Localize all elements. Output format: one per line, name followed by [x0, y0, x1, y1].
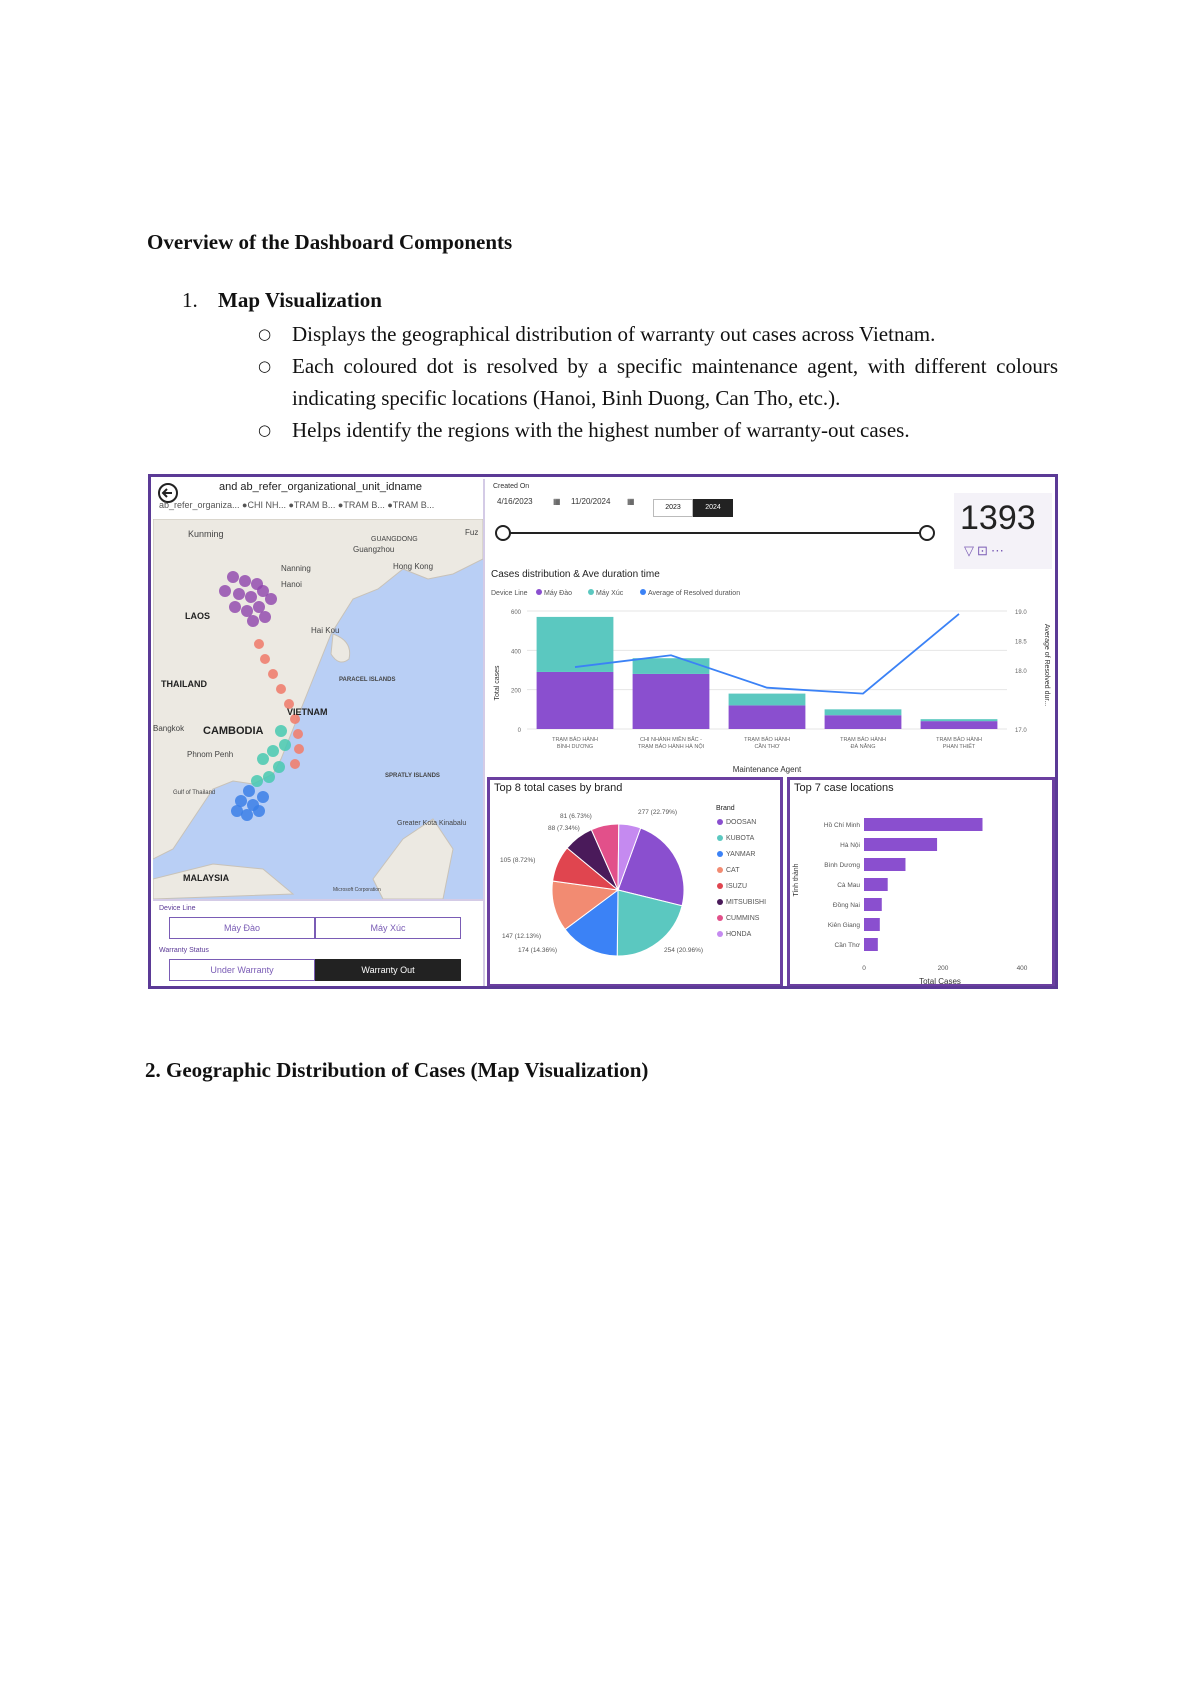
- x-tick-label: 200: [937, 965, 949, 972]
- bullet-text: Each coloured dot is resolved by a specific maintenance agent, with different colours indicating specific locations (Hanoi, Binh Duong, Can Tho, etc.).: [292, 354, 1058, 410]
- legend-marker: [588, 589, 594, 595]
- slicers-panel: [153, 901, 485, 987]
- pie-legend-item: ISUZU: [726, 883, 747, 890]
- combo-legend-item: Average of Resolved duration: [648, 590, 741, 597]
- location-label: Cần Thơ: [834, 942, 860, 949]
- pie-legend-item: HONDA: [726, 931, 752, 938]
- y2-tick-label: 18.0: [1015, 669, 1027, 675]
- pie-legend-item: CAT: [726, 867, 740, 874]
- circle-outline-icon: ○: [258, 421, 272, 439]
- y2-tick-label: 19.0: [1015, 610, 1027, 616]
- location-bar: [864, 838, 937, 851]
- list-number: 1.: [182, 288, 198, 312]
- bar-title: Top 7 case locations: [794, 782, 894, 794]
- map-label: PARACEL ISLANDS: [339, 677, 396, 683]
- visual-header-icons[interactable]: ▽⊡⋯: [964, 543, 1007, 558]
- map-title: and ab_refer_organizational_unit_idname: [219, 481, 423, 493]
- pie-title: Top 8 total cases by brand: [494, 782, 623, 794]
- combo-title: Cases distribution & Ave duration time: [491, 569, 660, 580]
- bullet-item: [258, 350, 1058, 414]
- bar-may-dao: [537, 672, 614, 729]
- pie-legend-item: MITSUBISHI: [726, 899, 767, 906]
- legend-marker: [536, 589, 542, 595]
- avg-duration-line: [575, 614, 959, 694]
- warranty-option-out[interactable]: Warranty Out: [315, 959, 461, 981]
- location-bar: [864, 938, 878, 951]
- combo-chart: [487, 565, 1055, 775]
- year-2023-button[interactable]: 2023: [653, 499, 693, 517]
- pie-data-label: 81 (6.73%): [560, 813, 592, 820]
- combo-legend-item: Máy Đào: [544, 590, 573, 597]
- y2-tick-label: 18.5: [1015, 639, 1027, 646]
- section-heading: Overview of the Dashboard Components: [147, 230, 513, 254]
- map-svg: [153, 519, 483, 899]
- year-2024-button[interactable]: 2024: [693, 499, 733, 517]
- map-label: VIETNAM: [287, 707, 328, 717]
- bullet-text: Helps identify the regions with the highest number of warranty-out cases.: [292, 418, 910, 442]
- map-label: MALAYSIA: [183, 873, 230, 883]
- device-line-caption: Device Line: [159, 905, 196, 912]
- combo-x-label: Maintenance Agent: [732, 765, 802, 774]
- slider-handle[interactable]: [496, 526, 510, 540]
- location-label: Cà Mau: [837, 882, 860, 889]
- dashboard-figure: [148, 474, 1058, 989]
- slider-handle[interactable]: [920, 526, 934, 540]
- date-range-slider[interactable]: [495, 523, 935, 543]
- circle-outline-icon: ○: [258, 357, 272, 375]
- map-label: Nanning: [281, 564, 311, 573]
- x-tick-label: 0: [862, 965, 866, 972]
- list-item-1: [182, 288, 382, 313]
- legend-marker: [717, 931, 723, 937]
- pie-data-label: 147 (12.13%): [502, 933, 542, 940]
- x-tick-label: ĐÀ NẴNG: [850, 744, 876, 750]
- location-label: Hồ Chí Minh: [823, 822, 860, 829]
- combo-legend-caption: Device Line: [491, 590, 528, 597]
- map-canvas[interactable]: [153, 519, 483, 899]
- date-filter-caption: Created On: [493, 483, 530, 490]
- bar-may-dao: [729, 705, 806, 729]
- map-label: LAOS: [185, 611, 211, 621]
- x-tick-label: CHI NHÁNH MIỀN BẮC -: [639, 737, 703, 743]
- y-tick-label: 0: [517, 728, 521, 734]
- warranty-caption: Warranty Status: [159, 947, 209, 954]
- end-date[interactable]: 11/20/2024: [571, 497, 611, 506]
- pie-data-label: 174 (14.36%): [518, 947, 558, 954]
- combo-y2-label: Average of Resolved dur...: [1043, 623, 1050, 707]
- legend-marker: [717, 915, 723, 921]
- x-tick-label: TRẠM BẢO HÀNH HÀ NỘI: [637, 744, 705, 750]
- x-tick-label: TRẠM BẢO HÀNH: [552, 737, 598, 743]
- x-tick-label: 400: [1016, 965, 1028, 972]
- bar-may-xuc: [921, 719, 998, 721]
- bar-may-dao: [921, 721, 998, 729]
- location-label: Hà Nội: [840, 842, 860, 849]
- x-tick-label: TRẠM BẢO HÀNH: [744, 737, 790, 743]
- filter-and-combo-area: [487, 479, 1055, 775]
- x-tick-label: PHAN THIẾT: [942, 744, 976, 750]
- kpi-value: 1393: [960, 499, 1036, 537]
- map-label: Gulf of Thailand: [173, 790, 216, 796]
- bar-may-dao: [633, 674, 710, 729]
- map-label: CAMBODIA: [203, 725, 264, 737]
- bar-may-dao: [825, 715, 902, 729]
- map-label: Bangkok: [153, 724, 185, 733]
- device-option-may-dao[interactable]: Máy Đào: [169, 917, 315, 939]
- circle-outline-icon: ○: [258, 325, 272, 343]
- location-bar: [864, 878, 888, 891]
- start-date[interactable]: 4/16/2023: [497, 497, 533, 506]
- pie-data-label: 105 (8.72%): [500, 857, 536, 864]
- locations-bar-panel: [787, 777, 1055, 987]
- location-label: Đồng Nai: [832, 902, 860, 909]
- calendar-icon[interactable]: ▦: [627, 497, 635, 506]
- map-label: Hai Kou: [311, 626, 340, 635]
- brand-pie-panel: [487, 777, 783, 987]
- kpi-card: [954, 493, 1052, 569]
- map-label: SPRATLY ISLANDS: [385, 773, 440, 779]
- bullet-item: [258, 318, 1058, 350]
- legend-marker: [717, 835, 723, 841]
- legend-marker: [717, 851, 723, 857]
- combo-y-label: Total cases: [494, 665, 501, 701]
- legend-marker: [717, 867, 723, 873]
- location-label: Bình Dương: [824, 862, 860, 869]
- calendar-icon[interactable]: ▦: [553, 497, 561, 506]
- combo-legend-item: Máy Xúc: [596, 590, 624, 597]
- map-legend: ab_refer_organiza... ●CHI NH... ●TRAM B... ●TRAM B... ●TRAM B...: [159, 500, 435, 510]
- y-tick-label: 200: [510, 688, 521, 695]
- pie-data-label: 254 (20.96%): [664, 947, 704, 954]
- legend-marker: [717, 899, 723, 905]
- legend-marker: [717, 883, 723, 889]
- location-label: Kiên Giang: [827, 922, 860, 929]
- location-bar: [864, 898, 882, 911]
- map-label: Kunming: [188, 529, 224, 539]
- pie-data-label: 88 (7.34%): [548, 825, 580, 832]
- map-visual: [153, 479, 485, 901]
- pie-legend-item: DOOSAN: [726, 819, 757, 826]
- y-tick-label: 600: [510, 610, 521, 616]
- bullet-text: Displays the geographical distribution of warranty out cases across Vietnam.: [292, 322, 936, 346]
- pie-chart: [490, 798, 780, 986]
- bar-x-label: Total Cases: [919, 977, 961, 986]
- pie-legend-item: CUMMINS: [726, 915, 760, 922]
- location-bar: [864, 918, 880, 931]
- list-item-title: Map Visualization: [218, 288, 382, 312]
- pie-data-label: 277 (22.79%): [638, 809, 678, 816]
- bar-y-label: Tỉnh thành: [793, 863, 800, 897]
- bar-may-xuc: [633, 658, 710, 674]
- location-bar: [864, 858, 905, 871]
- map-label: Greater Kota Kinabalu: [397, 820, 467, 827]
- map-label: Hong Kong: [393, 562, 434, 571]
- map-label: GUANGDONG: [371, 536, 418, 543]
- location-bar: [864, 818, 983, 831]
- pie-legend-item: KUBOTA: [726, 835, 755, 842]
- warranty-option-under[interactable]: Under Warranty: [169, 959, 315, 981]
- legend-marker: [640, 589, 646, 595]
- map-attribution: Microsoft Corporation: [333, 887, 381, 893]
- x-tick-label: TRẠM BẢO HÀNH: [840, 737, 886, 743]
- map-label: THAILAND: [161, 679, 207, 689]
- section-heading-2: 2. Geographic Distribution of Cases (Map Visualization): [145, 1058, 649, 1082]
- bar-may-xuc: [729, 694, 806, 706]
- bullet-item: [258, 414, 1058, 446]
- x-tick-label: TRẠM BẢO HÀNH: [936, 737, 982, 743]
- x-tick-label: CẦN THƠ: [754, 744, 780, 750]
- device-option-may-xuc[interactable]: Máy Xúc: [315, 917, 461, 939]
- map-label: Phnom Penh: [187, 750, 234, 759]
- bar-may-xuc: [825, 709, 902, 715]
- map-label: Hanoi: [281, 580, 302, 589]
- bullet-list: [258, 318, 1058, 446]
- pie-legend-item: YANMAR: [726, 851, 756, 858]
- map-label: Fuz: [465, 528, 479, 537]
- map-label: Guangzhou: [353, 545, 395, 554]
- legend-marker: [717, 819, 723, 825]
- y2-tick-label: 17.0: [1015, 728, 1027, 734]
- pie-legend-caption: Brand: [716, 805, 735, 812]
- x-tick-label: BÌNH DƯƠNG: [556, 744, 594, 750]
- locations-bar-chart: [790, 798, 1052, 986]
- map-header: [153, 479, 483, 519]
- y-tick-label: 400: [510, 649, 521, 656]
